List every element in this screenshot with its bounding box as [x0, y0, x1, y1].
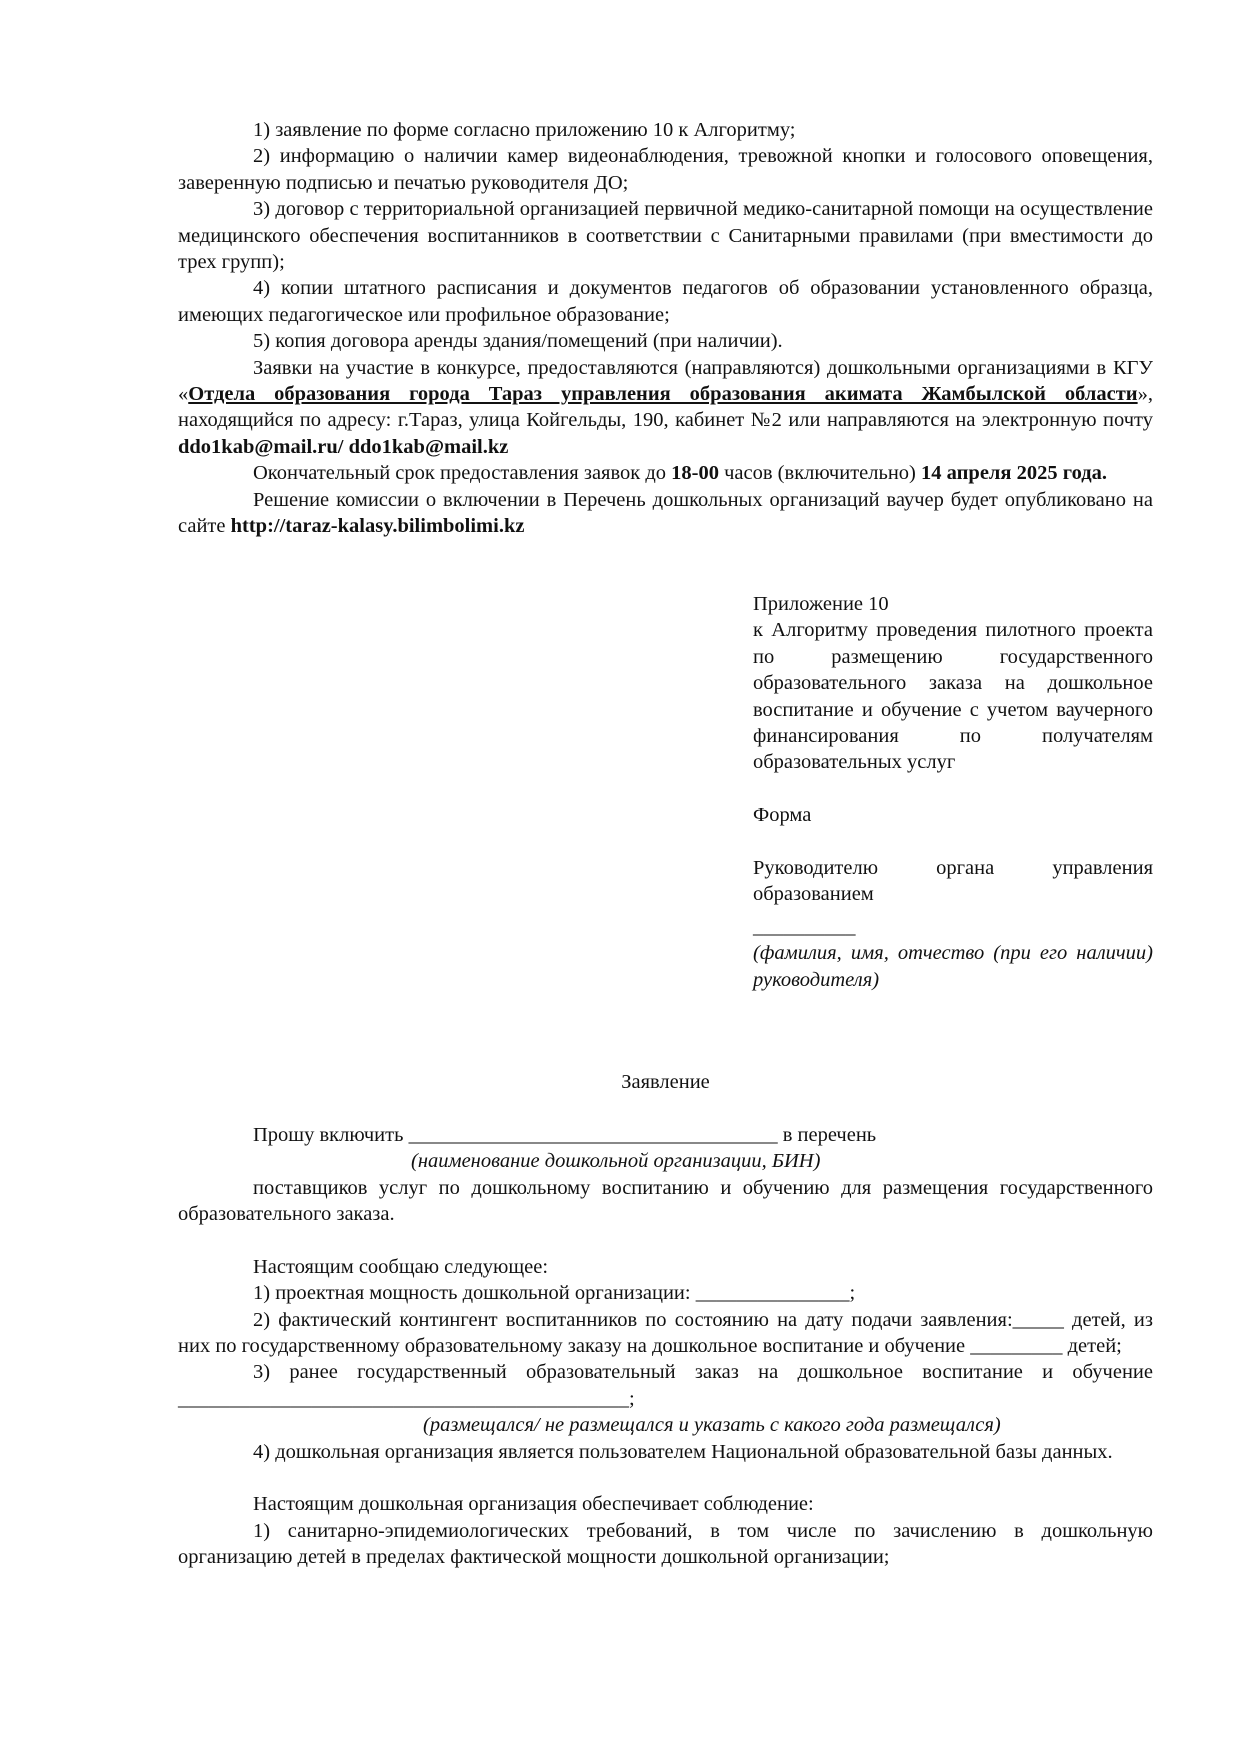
signature-line: __________ — [753, 915, 856, 938]
request-continuation: поставщиков услуг по дошкольному воспитанию и обучению для размещения государственного образовательного заказа. — [178, 1176, 1153, 1226]
deadline-time: 18-00 — [671, 462, 719, 485]
list-item: 1) проектная мощность дошкольной организации: _______________; — [253, 1282, 856, 1305]
list-item: 3) договор с территориальной организацией первичной медико-санитарной помощи на осуществление медицинского обеспечения воспитанников в соответствии с Санитарными правилами (при вместимости до трех групп); — [178, 198, 1153, 274]
item3-caption: (размещался/ не размещался и указать с какого года размещался) — [423, 1414, 1001, 1437]
request-caption: (наименование дошкольной организации, БИН) — [411, 1150, 821, 1173]
org-name-blank: ____________________________________ — [408, 1123, 778, 1146]
appendix-body: к Алгоритму проведения пилотного проекта по размещению государственного образовательного заказа на дошкольное воспитание и обучение с учетом ваучерного финансирования по получателям образовательных услуг — [753, 619, 1153, 774]
deadline-paragraph: Окончательный срок предоставления заявок до 18-00 часов (включительно) 14 апреля 2025 года. — [253, 462, 1107, 485]
list-item: 1) санитарно-эпидемиологических требований, в том числе по зачислению в дошкольную организацию детей в пределах фактической мощности дошкольной организации; — [178, 1519, 1153, 1569]
form-label: Форма — [753, 804, 812, 827]
email-addresses[interactable]: ddo1kab@mail.ru/ ddo1kab@mail.kz — [178, 435, 509, 458]
list-item: 2) информацию о наличии камер видеонаблюдения, тревожной кнопки и голосового оповещения, заверенную подписью и печатью руководителя ДО; — [178, 145, 1153, 194]
list-item: 1) заявление по форме согласно приложению 10 к Алгоритму; — [253, 119, 796, 141]
list-item: 3) ранее государственный образовательный заказ на дошкольное воспитание и обучение ____________________________________________; — [178, 1361, 1153, 1410]
request-line: Прошу включить ____________________________________ в перечень — [253, 1123, 877, 1146]
signature-caption: (фамилия, имя, отчество (при его наличии) руководителя) — [753, 942, 1153, 991]
website-link[interactable]: http://taraz-kalasy.bilimbolimi.kz — [230, 515, 525, 538]
submission-paragraph: Заявки на участие в конкурсе, предоставляются (направляются) дошкольными организациями в КГУ «Отдела образования города Тараз управления образования акимата Жамбылской области», находящийся по адресу: г.Тараз, улица Койгельды, 190, кабинет №2 или направляются на электронную почту ddo1kab@mail.ru/ ddo1kab@mail.kz — [178, 356, 1153, 458]
statement-section — [178, 1069, 1153, 1571]
org-name: Отдела образования города Тараз управления образования акимата Жамбылской области — [188, 383, 1138, 406]
list-item: 2) фактический контингент воспитанников по состоянию на дату подачи заявления:_____ детей, из них по государственному образовательному заказу на дошкольное воспитание и обучение _________ детей; — [178, 1308, 1153, 1358]
list-item: 5) копия договора аренды здания/помещений (при наличии). — [253, 330, 783, 353]
list-item: 4) дошкольная организация является пользователем Национальной образовательной базы данных. — [253, 1440, 1113, 1463]
inform-intro: Настоящим сообщаю следующее: — [253, 1255, 549, 1278]
ensure-intro: Настоящим дошкольная организация обеспечивает соблюдение: — [253, 1493, 814, 1516]
list-item: 4) копии штатного расписания и документов педагогов об образовании установленного образца, имеющих педагогическое или профильное образование; — [178, 277, 1153, 326]
statement-title: Заявление — [621, 1071, 710, 1093]
requirements-section — [178, 117, 1153, 540]
appendix-header — [753, 591, 1153, 993]
appendix-title: Приложение 10 — [753, 593, 889, 615]
addressee: Руководителю органа управления образованием — [753, 857, 1153, 906]
deadline-date: 14 апреля 2025 года. — [921, 462, 1107, 485]
decision-paragraph: Решение комиссии о включении в Перечень дошкольных организаций ваучер будет опубликовано на сайте http://taraz-kalasy.bilimbolimi.kz — [178, 488, 1153, 538]
